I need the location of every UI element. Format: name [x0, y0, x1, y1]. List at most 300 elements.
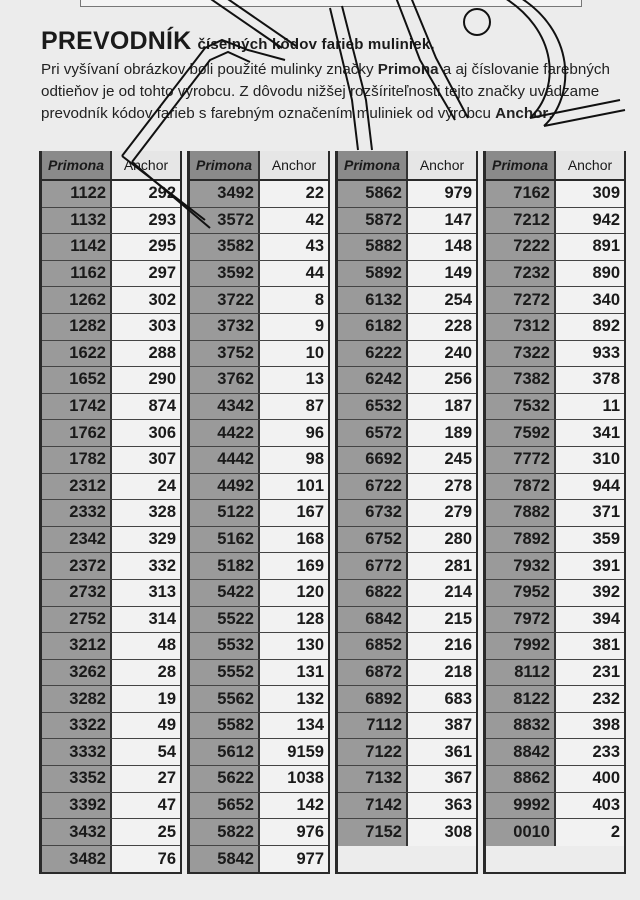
table-row	[42, 607, 180, 634]
table-row	[338, 314, 476, 341]
anchor-code: 147	[408, 208, 476, 234]
anchor-code: 310	[556, 447, 624, 473]
title-text: PREVODNÍK	[41, 27, 192, 55]
table-row	[42, 234, 180, 261]
anchor-code: 387	[408, 713, 476, 739]
primona-code: 7972	[486, 607, 556, 633]
table-row	[42, 527, 180, 554]
table-header-row	[42, 151, 180, 181]
title-subtitle: číselných kódov farieb muliniek.	[197, 36, 435, 53]
anchor-code: 309	[556, 181, 624, 207]
anchor-code: 378	[556, 367, 624, 393]
top-cut-strip	[80, 0, 582, 7]
primona-code: 8862	[486, 766, 556, 792]
table-group-2	[187, 151, 330, 874]
table-row	[42, 793, 180, 820]
primona-code: 5612	[190, 739, 260, 765]
header-primona: Primona	[486, 151, 556, 179]
table-row	[338, 580, 476, 607]
anchor-code: 933	[556, 341, 624, 367]
table-row	[338, 420, 476, 447]
table-row	[486, 474, 624, 501]
table-row	[486, 553, 624, 580]
table-row	[486, 341, 624, 368]
primona-code: 6892	[338, 686, 408, 712]
anchor-code: 367	[408, 766, 476, 792]
primona-code: 7222	[486, 234, 556, 260]
table-row	[338, 686, 476, 713]
anchor-code: 281	[408, 553, 476, 579]
primona-code: 3482	[42, 846, 112, 873]
primona-code: 3262	[42, 660, 112, 686]
anchor-code: 398	[556, 713, 624, 739]
primona-code: 5182	[190, 553, 260, 579]
anchor-code: 148	[408, 234, 476, 260]
primona-code: 8122	[486, 686, 556, 712]
table-row	[42, 261, 180, 288]
header-primona: Primona	[338, 151, 408, 179]
table-row	[42, 500, 180, 527]
anchor-code: 979	[408, 181, 476, 207]
anchor-code: 76	[112, 846, 180, 873]
table-group-1	[39, 151, 182, 874]
primona-code: 4492	[190, 474, 260, 500]
anchor-code: 142	[260, 793, 328, 819]
header-anchor: Anchor	[556, 151, 624, 179]
table-row	[42, 553, 180, 580]
table-row	[42, 181, 180, 208]
anchor-code: 307	[112, 447, 180, 473]
anchor-code: 134	[260, 713, 328, 739]
table-row	[338, 208, 476, 235]
table-row	[42, 633, 180, 660]
table-row	[486, 367, 624, 394]
table-row	[486, 793, 624, 820]
primona-code: 5652	[190, 793, 260, 819]
table-row	[42, 420, 180, 447]
primona-code: 4342	[190, 394, 260, 420]
primona-code: 4422	[190, 420, 260, 446]
table-row	[486, 314, 624, 341]
anchor-code: 98	[260, 447, 328, 473]
table-row	[190, 553, 328, 580]
table-row	[190, 819, 328, 846]
primona-code: 2372	[42, 553, 112, 579]
table-row	[42, 367, 180, 394]
table-row	[338, 367, 476, 394]
anchor-code: 101	[260, 474, 328, 500]
anchor-code: 292	[112, 181, 180, 207]
intro-text-2: a aj číslovanie farebných odtieňov je od tohto výrobcu. Z dôvodu nižšej rozšíriteľnosti tejto značky uvádzame prevodník kódov farieb s farebným označením muliniek od výrobcu	[41, 61, 610, 122]
primona-code: 6222	[338, 341, 408, 367]
table-row	[338, 181, 476, 208]
primona-code: 7772	[486, 447, 556, 473]
primona-code: 3592	[190, 261, 260, 287]
primona-code: 5862	[338, 181, 408, 207]
anchor-code: 256	[408, 367, 476, 393]
table-row	[486, 607, 624, 634]
table-row	[338, 341, 476, 368]
primona-code: 7152	[338, 819, 408, 846]
primona-code: 3212	[42, 633, 112, 659]
primona-code: 3352	[42, 766, 112, 792]
anchor-code: 24	[112, 474, 180, 500]
primona-code: 8112	[486, 660, 556, 686]
table-row	[338, 793, 476, 820]
primona-code: 7932	[486, 553, 556, 579]
table-header-row	[486, 151, 624, 181]
table-row	[190, 633, 328, 660]
anchor-code: 132	[260, 686, 328, 712]
table-row	[338, 287, 476, 314]
table-row	[190, 208, 328, 235]
table-row	[486, 739, 624, 766]
anchor-code: 295	[112, 234, 180, 260]
table-row	[190, 527, 328, 554]
table-row	[338, 527, 476, 554]
primona-code: 5162	[190, 527, 260, 553]
header-anchor: Anchor	[112, 151, 180, 179]
anchor-code: 44	[260, 261, 328, 287]
anchor-code: 131	[260, 660, 328, 686]
primona-code: 3722	[190, 287, 260, 313]
table-row	[190, 234, 328, 261]
primona-code: 3322	[42, 713, 112, 739]
table-row	[486, 819, 624, 846]
table-row	[338, 607, 476, 634]
primona-code: 7122	[338, 739, 408, 765]
anchor-code: 306	[112, 420, 180, 446]
primona-code: 1762	[42, 420, 112, 446]
table-row	[42, 819, 180, 846]
primona-code: 7232	[486, 261, 556, 287]
primona-code: 6872	[338, 660, 408, 686]
primona-code: 5532	[190, 633, 260, 659]
table-row	[42, 766, 180, 793]
anchor-code: 874	[112, 394, 180, 420]
table-group-3	[335, 151, 478, 874]
primona-code: 7992	[486, 633, 556, 659]
anchor-code: 228	[408, 314, 476, 340]
table-header-row	[190, 151, 328, 181]
anchor-code: 10	[260, 341, 328, 367]
primona-code: 7322	[486, 341, 556, 367]
table-row	[42, 580, 180, 607]
anchor-code: 942	[556, 208, 624, 234]
anchor-code: 168	[260, 527, 328, 553]
table-row	[42, 686, 180, 713]
anchor-code: 976	[260, 819, 328, 845]
anchor-code: 892	[556, 314, 624, 340]
primona-code: 6722	[338, 474, 408, 500]
primona-code: 7312	[486, 314, 556, 340]
table-row	[486, 287, 624, 314]
table-row	[338, 553, 476, 580]
primona-code: 7952	[486, 580, 556, 606]
table-row	[338, 766, 476, 793]
anchor-code: 9159	[260, 739, 328, 765]
anchor-code: 25	[112, 819, 180, 845]
table-header-row	[338, 151, 476, 181]
primona-code: 5882	[338, 234, 408, 260]
table-row	[338, 739, 476, 766]
table-row	[486, 660, 624, 687]
anchor-code: 216	[408, 633, 476, 659]
table-row	[190, 181, 328, 208]
primona-code: 6182	[338, 314, 408, 340]
table-row	[190, 474, 328, 501]
primona-code: 1742	[42, 394, 112, 420]
table-row	[338, 447, 476, 474]
anchor-code: 290	[112, 367, 180, 393]
primona-code: 7112	[338, 713, 408, 739]
primona-code: 9992	[486, 793, 556, 819]
anchor-code: 47	[112, 793, 180, 819]
table-row	[190, 341, 328, 368]
primona-code: 7592	[486, 420, 556, 446]
primona-code: 1122	[42, 181, 112, 207]
table-row	[338, 261, 476, 288]
table-row	[486, 447, 624, 474]
table-row	[190, 287, 328, 314]
primona-code: 1782	[42, 447, 112, 473]
primona-code: 1622	[42, 341, 112, 367]
anchor-code: 279	[408, 500, 476, 526]
anchor-code: 359	[556, 527, 624, 553]
table-row	[338, 474, 476, 501]
anchor-code: 363	[408, 793, 476, 819]
anchor-code: 218	[408, 660, 476, 686]
table-row	[190, 500, 328, 527]
anchor-code: 28	[112, 660, 180, 686]
primona-code: 1132	[42, 208, 112, 234]
anchor-code: 2	[556, 819, 624, 846]
page-title	[41, 27, 435, 56]
primona-code: 5522	[190, 607, 260, 633]
primona-code: 1282	[42, 314, 112, 340]
table-row	[486, 500, 624, 527]
primona-code: 6842	[338, 607, 408, 633]
table-row	[190, 766, 328, 793]
table-row	[190, 739, 328, 766]
anchor-code: 231	[556, 660, 624, 686]
primona-code: 5122	[190, 500, 260, 526]
table-row	[190, 793, 328, 820]
primona-code: 3392	[42, 793, 112, 819]
table-row	[42, 394, 180, 421]
table-row	[486, 686, 624, 713]
table-row	[338, 713, 476, 740]
table-row	[338, 234, 476, 261]
primona-code: 7882	[486, 500, 556, 526]
table-row	[190, 367, 328, 394]
table-row	[190, 261, 328, 288]
table-row	[42, 846, 180, 873]
table-row	[486, 713, 624, 740]
primona-code: 3332	[42, 739, 112, 765]
header-anchor: Anchor	[408, 151, 476, 179]
anchor-code: 96	[260, 420, 328, 446]
table-row	[190, 420, 328, 447]
anchor-code: 187	[408, 394, 476, 420]
anchor-code: 313	[112, 580, 180, 606]
primona-code: 3492	[190, 181, 260, 207]
primona-code: 6572	[338, 420, 408, 446]
primona-code: 6752	[338, 527, 408, 553]
anchor-code: 233	[556, 739, 624, 765]
primona-code: 6242	[338, 367, 408, 393]
primona-code: 3762	[190, 367, 260, 393]
primona-code: 7272	[486, 287, 556, 313]
anchor-code: 43	[260, 234, 328, 260]
table-row	[190, 660, 328, 687]
primona-code: 5872	[338, 208, 408, 234]
anchor-code: 215	[408, 607, 476, 633]
anchor-code: 169	[260, 553, 328, 579]
table-row	[486, 261, 624, 288]
table-row	[190, 713, 328, 740]
anchor-code: 371	[556, 500, 624, 526]
intro-text-1: Pri vyšívaní obrázkov boli použité mulinky značky	[41, 61, 378, 78]
anchor-code: 130	[260, 633, 328, 659]
anchor-code: 48	[112, 633, 180, 659]
anchor-code: 49	[112, 713, 180, 739]
primona-code: 1262	[42, 287, 112, 313]
anchor-code: 392	[556, 580, 624, 606]
anchor-code: 314	[112, 607, 180, 633]
table-row	[190, 447, 328, 474]
anchor-code: 22	[260, 181, 328, 207]
primona-code: 6692	[338, 447, 408, 473]
primona-code: 3582	[190, 234, 260, 260]
anchor-code: 232	[556, 686, 624, 712]
table-row	[486, 766, 624, 793]
table-row	[486, 633, 624, 660]
primona-code: 5422	[190, 580, 260, 606]
primona-code: 4442	[190, 447, 260, 473]
primona-code: 2312	[42, 474, 112, 500]
primona-code: 8842	[486, 739, 556, 765]
anchor-code: 341	[556, 420, 624, 446]
primona-code: 6772	[338, 553, 408, 579]
anchor-code: 280	[408, 527, 476, 553]
primona-code: 6822	[338, 580, 408, 606]
header-anchor: Anchor	[260, 151, 328, 179]
anchor-code: 9	[260, 314, 328, 340]
primona-code: 7162	[486, 181, 556, 207]
table-row	[338, 633, 476, 660]
table-row	[338, 660, 476, 687]
anchor-code: 240	[408, 341, 476, 367]
table-row	[42, 739, 180, 766]
primona-code: 7532	[486, 394, 556, 420]
table-row	[42, 447, 180, 474]
table-row	[190, 580, 328, 607]
anchor-code: 42	[260, 208, 328, 234]
primona-code: 7132	[338, 766, 408, 792]
table-row	[190, 846, 328, 873]
table-row	[190, 607, 328, 634]
table-row	[42, 314, 180, 341]
primona-code: 1652	[42, 367, 112, 393]
primona-code: 3732	[190, 314, 260, 340]
anchor-code: 278	[408, 474, 476, 500]
intro-brand-anchor: Anchor	[495, 105, 549, 122]
primona-code: 5562	[190, 686, 260, 712]
anchor-code: 381	[556, 633, 624, 659]
primona-code: 6852	[338, 633, 408, 659]
anchor-code: 891	[556, 234, 624, 260]
anchor-code: 1038	[260, 766, 328, 792]
anchor-code: 149	[408, 261, 476, 287]
primona-code: 2342	[42, 527, 112, 553]
table-row	[42, 341, 180, 368]
anchor-code: 54	[112, 739, 180, 765]
anchor-code: 944	[556, 474, 624, 500]
anchor-code: 214	[408, 580, 476, 606]
primona-code: 3282	[42, 686, 112, 712]
primona-code: 1142	[42, 234, 112, 260]
intro-brand-primona: Primona	[377, 61, 439, 78]
table-row	[486, 580, 624, 607]
primona-code: 6132	[338, 287, 408, 313]
anchor-code: 394	[556, 607, 624, 633]
anchor-code: 87	[260, 394, 328, 420]
anchor-code: 308	[408, 819, 476, 846]
anchor-code: 329	[112, 527, 180, 553]
primona-code: 6532	[338, 394, 408, 420]
anchor-code: 19	[112, 686, 180, 712]
primona-code: 5822	[190, 819, 260, 845]
primona-code: 0010	[486, 819, 556, 846]
table-row	[338, 500, 476, 527]
anchor-code: 361	[408, 739, 476, 765]
table-row	[190, 394, 328, 421]
anchor-code: 13	[260, 367, 328, 393]
table-row	[42, 713, 180, 740]
anchor-code: 340	[556, 287, 624, 313]
primona-code: 2752	[42, 607, 112, 633]
table-row	[190, 686, 328, 713]
anchor-code: 167	[260, 500, 328, 526]
primona-code: 3572	[190, 208, 260, 234]
primona-code: 7212	[486, 208, 556, 234]
table-row	[486, 394, 624, 421]
anchor-code: 332	[112, 553, 180, 579]
anchor-code: 245	[408, 447, 476, 473]
table-row	[338, 819, 476, 846]
anchor-code: 890	[556, 261, 624, 287]
primona-code: 5582	[190, 713, 260, 739]
intro-paragraph	[41, 59, 613, 125]
table-row	[486, 527, 624, 554]
intro-text-3: .	[548, 105, 553, 122]
primona-code: 8832	[486, 713, 556, 739]
primona-code: 7892	[486, 527, 556, 553]
table-row	[42, 287, 180, 314]
primona-code: 7872	[486, 474, 556, 500]
anchor-code: 297	[112, 261, 180, 287]
table-row	[42, 208, 180, 235]
anchor-code: 302	[112, 287, 180, 313]
anchor-code: 8	[260, 287, 328, 313]
table-row	[42, 660, 180, 687]
primona-code: 2732	[42, 580, 112, 606]
primona-code: 5892	[338, 261, 408, 287]
anchor-code: 400	[556, 766, 624, 792]
primona-code: 3752	[190, 341, 260, 367]
conversion-table	[39, 151, 620, 874]
